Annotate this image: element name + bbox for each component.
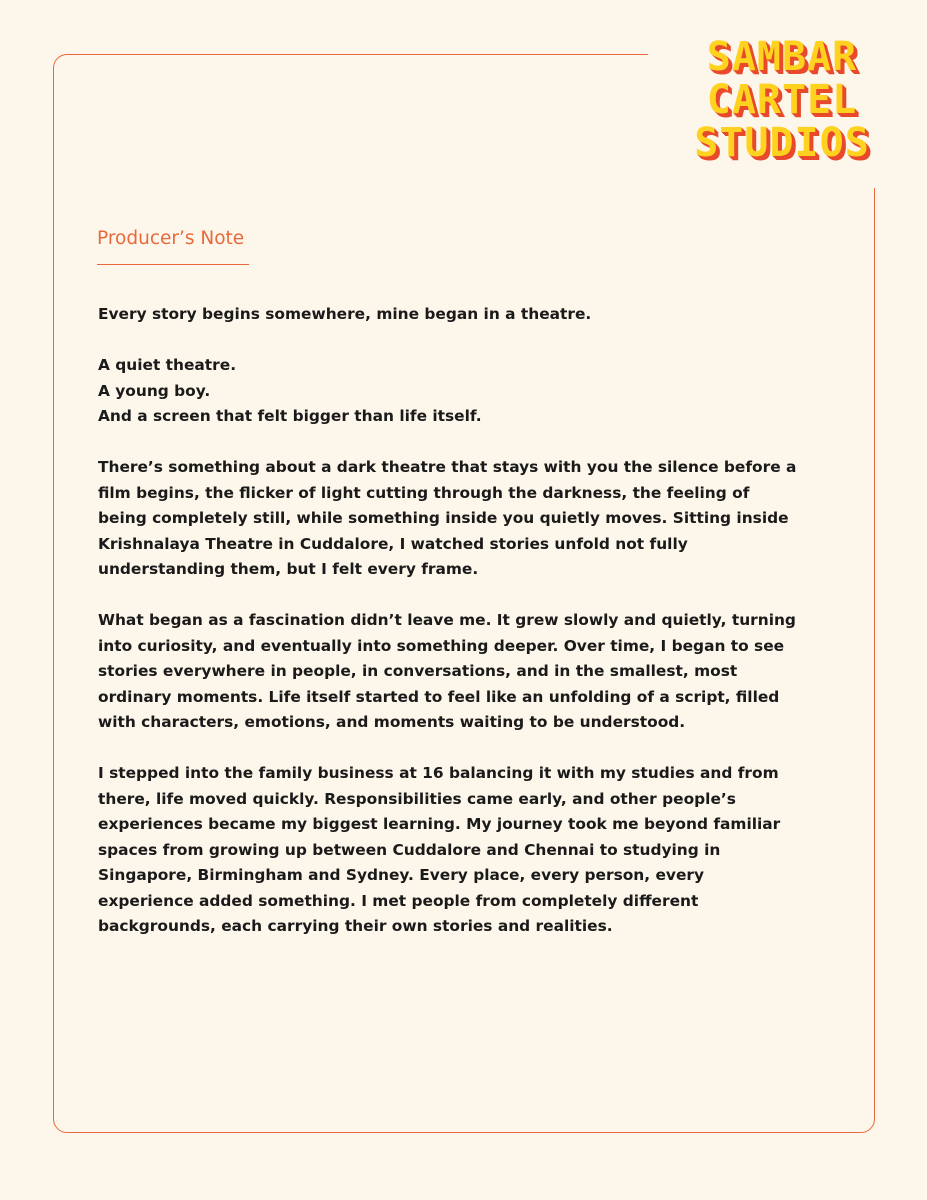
- producers-note-heading: Producer’s Note: [97, 228, 245, 249]
- logo-line-1: SAMBAR: [706, 34, 858, 80]
- stanza-line-3: And a screen that felt bigger than life itself.: [98, 407, 482, 425]
- note-body: [98, 302, 798, 965]
- paragraph-fascination: What began as a fascination didn’t leave me. It grew slowly and quietly, turning into curiosity, and eventually into something deeper. Over time, I began to see stories everywhere in people, in conversations, and in the smallest, most ordinary moments. Life itself started to feel like an unfolding of a script, filled with characters, emotions, and moments waiting to be understood.: [98, 611, 796, 731]
- heading-underline: [97, 264, 249, 265]
- stanza: [98, 353, 798, 430]
- stanza-line-2: A young boy.: [98, 381, 211, 400]
- paragraph-journey: I stepped into the family business at 16 balancing it with my studies and from there, life moved quickly. Responsibilities came early, and other people’s experiences became my biggest learning. My journey took me beyond familiar spaces from growing up between Cuddalore and Chennai to studying in Singapore, Birmingham and Sydney. Every place, every person, every experience added something. I met people from completely different backgrounds, each carrying their own stories and realities.: [98, 764, 781, 935]
- logo-line-2: CARTEL: [706, 77, 858, 123]
- studio-logo: [662, 36, 902, 165]
- logo-line-3: STUDIOS: [694, 120, 870, 166]
- paragraph-theatre: There’s something about a dark theatre that stays with you the silence before a film begins, the flicker of light cutting through the darkness, the feeling of being completely still, while something inside you quietly moves. Sitting inside Krishnalaya Theatre in Cuddalore, I watched stories unfold not fully understanding them, but I felt every frame.: [98, 458, 797, 578]
- stanza-line-1: A quiet theatre.: [98, 356, 237, 374]
- paragraph-opening: Every story begins somewhere, mine began in a theatre.: [98, 305, 592, 323]
